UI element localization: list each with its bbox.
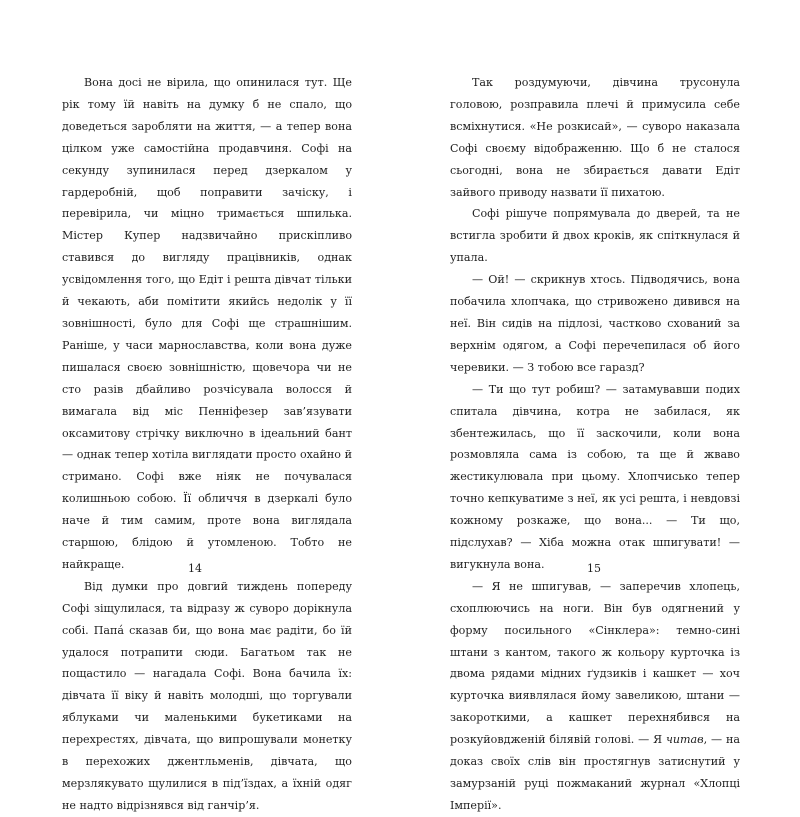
paragraph [450,379,740,576]
paragraph: Від думки про довгий тиждень попереду Софі зіщулилася, та відразу ж суворо дорікнула собі. Папá сказав би, що вона має радіти, бо їй удалося потрапити сюди. Багатьом так не пощастило — нагадала Софі. Вона бачила їх: дівчата її віку й навіть молодші, що торгували яблуками чи маленькими букетиками на перехрестях, дівчата, що випрошували монетку в перехожих джентльменів, дівчата, що мерзлякувато щулилися в під’їздах, а їхній одяг не надто відрізнявся від ганчір’я. [62,579,352,812]
right-page [450,72,740,817]
paragraph-text: — Ти що тут робиш? — затамувавши подих спитала дівчина, котра не забилася, як збентежилась, що її заскочили, коли вона розмовляла сама із собою, та ще й жваво жестикулювала при цьому. Хлопчисько тепер точно кепкуватиме з неї, як усі решта, і невдовзі кожному розкаже, що вона... — Ти що, підслухав? — Хіба можна отак шпигувати! — вигукнула вона. [450,382,740,571]
paragraph [450,72,740,203]
paragraph [450,269,740,379]
paragraph [450,576,740,817]
italic-word: читав [665,733,704,747]
left-page [62,72,352,817]
right-page-text [450,72,740,817]
paragraph-text: — Ой! — скрикнув хтось. Підводячись, вона побачила хлопчака, що стривожено дивився на неї. Він сидів на підлозі, частково схований за верхнім одягом, а Софі перечепилася об його черевики. — З тобою все гаразд? [450,273,740,374]
paragraph-text: Так роздумуючи, дівчина трусонула головою, розправила плечі й примусила себе всміхнутися. «Не розкисай», — суворо наказала Софі своєму відображенню. Що б не сталося сьогодні, вона не збирається давати Едіт зайвого приводу назвати її пихатою. [450,76,740,199]
page-number-left: 14 [188,562,202,575]
paragraph: Вона досі не вірила, що опинилася тут. Ще рік тому їй навіть на думку б не спало, що доведеться заробляти на життя, — а тепер вона цілком уже самостійна продавчиня. Софі на секунду зупинилася перед дзеркалом у гардеробній, щоб поправити зачіску, і перевірила, чи міцно тримається шпилька. Містер Купер надзвичайно прискіпливо ставився до вигляду працівників, однак усвідомлення того, що Едіт і решта дівчат тільки й чекають, аби помітити якийсь недолік у її зовнішності, було для Софі ще страшнішим. Раніше, у часи марнославства, коли вона дуже пишалася своєю зовнішністю, щовечора чи не сто разів дбайливо розчісувала волосся й вимагала від міс Пенніфезер зав’язувати оксамитову стрічку виключно в ідеальний бант — однак тепер хотіла виглядати просто охайно й стримано. Софі вже ніяк не почувалася колишньою собою. Її обличчя в дзеркалі було наче й тим самим, проте вона виглядала старшою, блідою й утомленою. Тобто не найкраще. [62,76,352,571]
paragraph-text: — Я не шпигував, — заперечив хлопець, схоплюючись на ноги. Він був одягнений у форму посильного «Сінклера»: темно-сині штани з кантом, такого ж кольору курточка із двома рядами мідних ґудзиків і кашкет — хоч курточка виявлялася йому завеликою, штани — закороткими, а кашкет перехнябився на розкуйовдженій білявій голові. — Я [450,579,740,747]
page-number-right: 15 [587,562,601,575]
paragraph [450,203,740,269]
paragraph-text: Софі рішуче попрямувала до дверей, та не встигла зробити й двох кроків, як спіткнулася й упала. [450,207,740,265]
paragraph-text: , — на доказ своїх слів він простягнув затиснутий у замурзаній руці пожмаканий журнал «Хлопці Імперії». [450,733,741,812]
left-page-text [62,72,352,817]
